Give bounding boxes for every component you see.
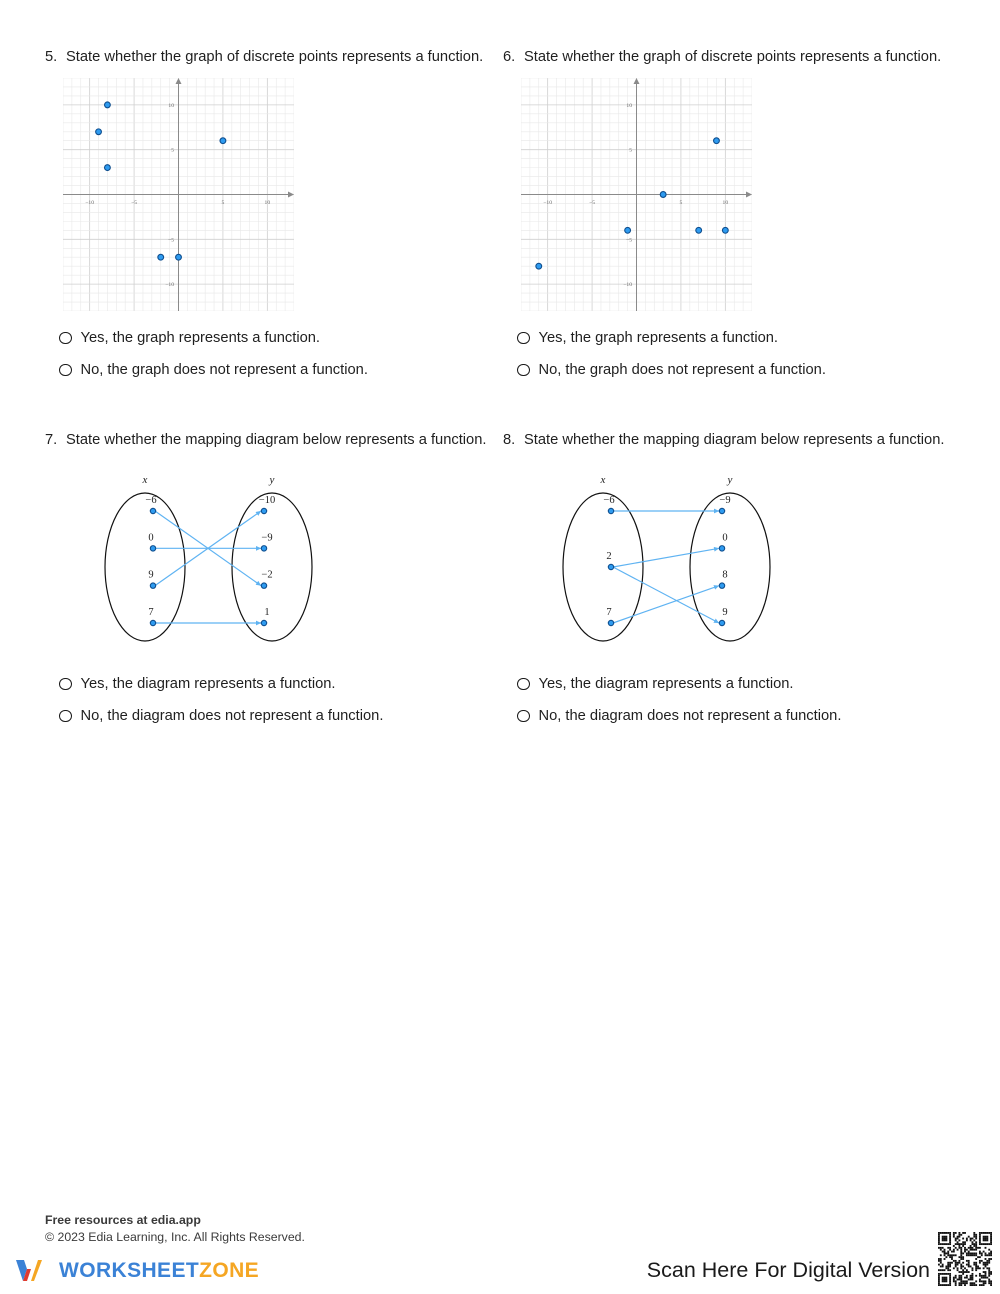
option-label: No, the graph does not represent a function. [538,361,826,378]
question-5-graph-wrap [45,78,500,311]
svg-text:−10: −10 [543,200,553,206]
radio-icon[interactable] [59,364,72,377]
footer-credits [45,1212,305,1246]
question-5-number: 5. [45,49,58,65]
page-footer [0,1202,1000,1294]
question-8-options [517,671,958,729]
svg-text:−10: −10 [623,282,632,289]
svg-text:y: y [269,474,275,486]
option-label: Yes, the graph represents a function. [80,329,321,346]
question-7 [45,429,500,735]
option-no[interactable] [517,357,958,383]
svg-text:2: 2 [606,551,612,562]
worksheet-zone-logo [12,1256,259,1286]
graph-q6 [521,78,752,311]
svg-text:10: 10 [168,102,174,109]
svg-text:5: 5 [171,147,174,154]
question-6-graph-wrap [503,78,958,311]
question-7-prompt: State whether the mapping diagram below represents a function. [66,432,487,448]
question-7-options [59,671,500,729]
radio-icon[interactable] [59,710,72,723]
svg-text:−5: −5 [626,237,632,244]
footer-copyright-line: © 2023 Edia Learning, Inc. All Rights Reserved. [45,1230,305,1244]
option-yes[interactable] [59,671,500,697]
mapping-q7 [45,467,500,657]
svg-text:−5: −5 [131,200,138,206]
svg-text:x: x [600,474,606,486]
question-7-number: 7. [45,432,58,448]
option-label: Yes, the diagram represents a function. [80,675,336,692]
question-6-options [517,325,958,383]
svg-text:x: x [142,474,148,486]
svg-text:9: 9 [148,569,154,581]
question-6-prompt: State whether the graph of discrete points represents a function. [524,49,942,65]
option-no[interactable] [59,357,500,383]
question-6 [503,46,958,389]
svg-text:5: 5 [629,147,632,154]
question-8-number: 8. [503,432,516,448]
radio-icon[interactable] [59,678,72,691]
option-yes[interactable] [517,325,958,351]
radio-icon[interactable] [517,364,530,377]
svg-text:−2: −2 [261,569,273,581]
question-8 [503,429,958,735]
svg-text:−6: −6 [145,495,157,506]
scan-prompt-text: Scan Here For Digital Version [646,1258,930,1282]
svg-text:10: 10 [722,200,729,206]
logo-wordmark [59,1259,259,1283]
svg-text:5: 5 [679,200,683,206]
option-label: No, the diagram does not represent a function. [538,707,842,724]
question-6-heading [503,46,958,68]
graph-q5 [63,78,294,311]
radio-icon[interactable] [517,710,530,723]
question-7-heading [45,429,500,451]
radio-icon[interactable] [517,678,530,691]
svg-text:−10: −10 [85,200,95,206]
question-5-options [59,325,500,383]
option-label: Yes, the graph represents a function. [538,329,779,346]
option-yes[interactable] [59,325,500,351]
option-label: Yes, the diagram represents a function. [538,675,794,692]
option-no[interactable] [59,703,500,729]
footer-resources-line: Free resources at edia.app [45,1213,201,1227]
radio-icon[interactable] [517,332,530,345]
question-5-heading [45,46,500,68]
svg-text:5: 5 [221,200,225,206]
option-no[interactable] [517,703,958,729]
logo-word-worksheet: WORKSHEET [59,1259,200,1282]
svg-text:−10: −10 [165,282,174,289]
svg-text:−5: −5 [168,237,174,244]
question-6-number: 6. [503,49,516,65]
svg-text:1: 1 [264,607,270,618]
svg-text:−10: −10 [258,495,276,506]
option-label: No, the diagram does not represent a function. [80,707,384,724]
svg-text:7: 7 [606,607,612,618]
svg-text:−9: −9 [261,532,273,544]
svg-text:y: y [727,474,733,486]
svg-text:−9: −9 [719,495,731,506]
option-yes[interactable] [517,671,958,697]
svg-text:7: 7 [148,607,154,618]
question-5-prompt: State whether the graph of discrete points represents a function. [66,49,484,65]
question-8-heading [503,429,958,451]
logo-mark-icon [12,1256,52,1286]
qr-code-icon[interactable] [938,1232,992,1286]
svg-text:−5: −5 [589,200,596,206]
svg-text:8: 8 [722,569,728,581]
svg-text:−6: −6 [603,495,615,506]
option-label: No, the graph does not represent a function. [80,361,368,378]
svg-text:0: 0 [148,532,154,544]
svg-text:10: 10 [264,200,271,206]
svg-text:0: 0 [722,532,728,544]
svg-text:10: 10 [626,102,632,109]
logo-word-zone: ZONE [199,1259,260,1282]
svg-text:9: 9 [722,607,728,618]
radio-icon[interactable] [59,332,72,345]
question-5 [45,46,500,389]
mapping-q8 [503,467,958,657]
question-8-prompt: State whether the mapping diagram below represents a function. [524,432,945,448]
